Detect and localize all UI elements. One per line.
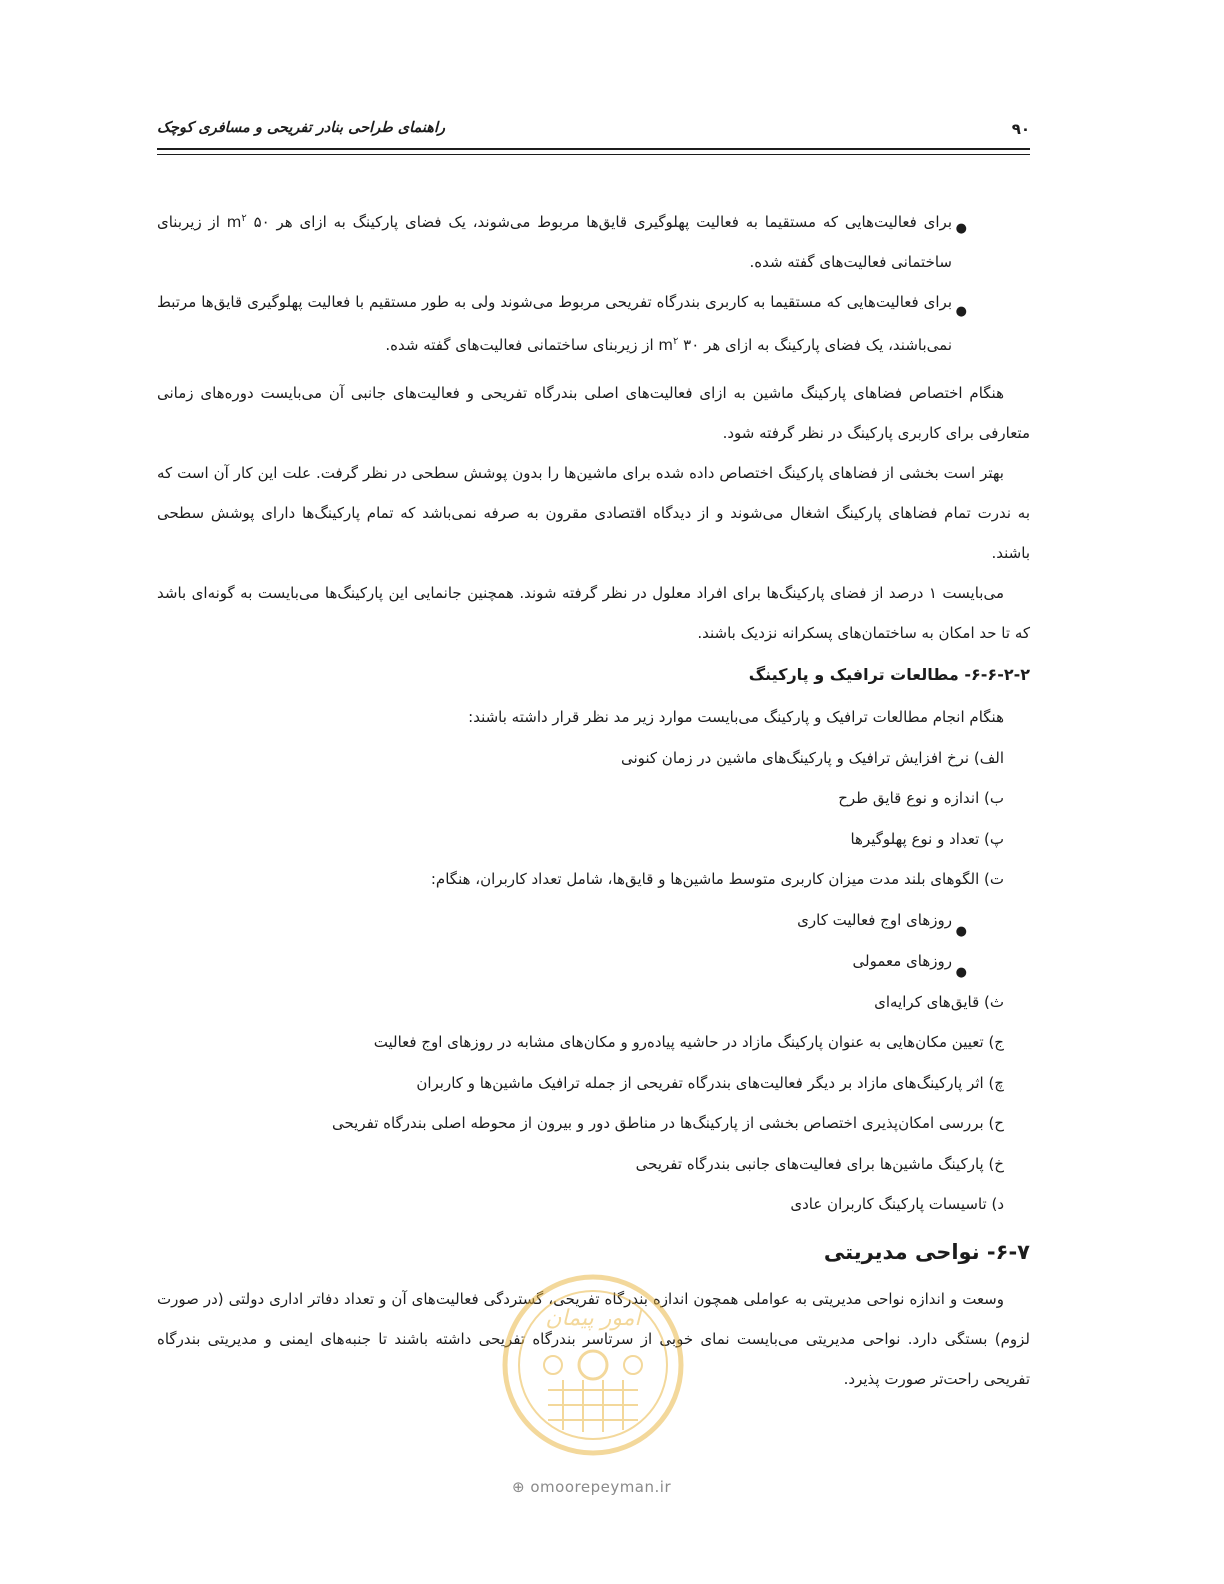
- list-item: ب) اندازه و نوع قایق طرح: [838, 789, 1004, 807]
- sub-bullet-item: [157, 941, 1030, 982]
- paragraph: بهتر است بخشی از فضاهای پارکینگ اختصاص داده شده برای ماشین‌ها را بدون پوشش سطحی در نظر گرفت. علت این کار آن است که به ندرت تمام فضاهای پارکینگ اشغال می‌شوند و از دیدگاه اقتصادی مقرون به صرفه نمی‌باشد که تمام پارکینگ‌ها دارای پوشش سطحی باشند.: [157, 464, 1030, 562]
- list-item: الف) نرخ افزایش ترافیک و پارکینگ‌های ماشین در زمان کنونی: [620, 748, 1004, 767]
- list-item: ح) بررسی امکان‌پذیری اختصاص بخشی از پارکینگ‌ها در مناطق دور و بیرون از محوطه اصلی بندرگاه تفریحی: [332, 1114, 1004, 1132]
- section-heading: ۶-۷- نواحی مدیریتی: [823, 1239, 1030, 1264]
- bullet-text: برای فعالیت‌هایی که مستقیما به کاربری بندرگاه تفریحی مربوط می‌شوند ولی به طور مستقیم با فعالیت پهلوگیری قایق‌ها مرتبط نمی‌باشند، یک فضای پارکینگ به ازای هر ۳۰ m: [157, 293, 952, 354]
- document-page: [157, 0, 1030, 1584]
- list-item: خ) پارکینگ ماشین‌ها برای فعالیت‌های جانبی بندرگاه تفریحی: [635, 1154, 1004, 1173]
- list-intro: هنگام انجام مطالعات ترافیک و پارکینگ می‌بایست موارد زیر مد نظر قرار داشته باشند:: [468, 708, 1004, 726]
- bullet-text: از: [208, 213, 227, 231]
- paragraph: هنگام اختصاص فضاهای پارکینگ ماشین به ازای فعالیت‌های اصلی بندرگاه تفریحی و فعالیت‌های جانبی آن می‌بایست دوره‌های زمانی متعارفی برای کاربری پارکینگ در نظر گرفته شود.: [157, 384, 1030, 442]
- bullet-item: [157, 282, 1030, 365]
- paragraph: وسعت و اندازه نواحی مدیریتی به عواملی همچون اندازه بندرگاه تفریحی، گستردگی فعالیت‌های آن و تعداد دفاتر اداری دولتی (در صورت لزوم) بستگی دارد. نواحی مدیریتی می‌بایست نمای خوبی از سرتاسر بندرگاه تفریحی داشته باشند تا جنبه‌های ایمنی و مدیریتی بندرگاه تفریحی راحت‌تر صورت پذیرد.: [157, 1289, 1030, 1388]
- site-text: omoorepeyman.ir: [530, 1478, 672, 1496]
- sub-bullet-text: روزهای اوج فعالیت کاری: [797, 910, 952, 929]
- list-item: چ) اثر پارکینگ‌های مازاد بر دیگر فعالیت‌های بندرگاه تفریحی از جمله ترافیک ماشین‌ها و کاربران: [416, 1073, 1004, 1092]
- header-rule-thin: [157, 154, 1030, 155]
- superscript: ۲: [673, 336, 679, 347]
- paragraph: می‌بایست ۱ درصد از فضای پارکینگ‌ها برای افراد معلول در نظر گرفته شوند. همچنین جانمایی این پارکینگ‌ها می‌بایست به گونه‌ای باشد که تا حد امکان به ساختمان‌های پسکرانه نزدیک باشند.: [157, 584, 1030, 642]
- section-heading: ۶-۶-۲-۲- مطالعات ترافیک و پارکینگ: [748, 665, 1030, 684]
- superscript: ۲: [241, 213, 247, 224]
- globe-icon: ⊕: [512, 1478, 526, 1496]
- list-item: ث) قایق‌های کرایه‌ای: [874, 992, 1004, 1011]
- list-item: ت) الگوهای بلند مدت میزان کاربری متوسط ماشین‌ها و قایق‌ها، شامل تعداد کاربران، هنگام:: [430, 870, 1004, 888]
- traffic-list-cont: [157, 982, 1030, 1225]
- watermark-text: امور پیمان: [545, 1306, 641, 1331]
- header-title: راهنمای طراحی بنادر تفریحی و مسافری کوچک: [157, 120, 445, 136]
- running-header: [157, 120, 1030, 146]
- header-rule-thick: [157, 148, 1030, 150]
- bullet-icon: ●: [955, 923, 967, 939]
- sub-bullet-item: [157, 900, 1030, 941]
- bullet-icon: ●: [955, 221, 967, 236]
- bullet-text: از زیربنای ساختمانی فعالیت‌های گفته شده.: [385, 336, 659, 354]
- page-body: [157, 199, 1030, 1399]
- bullet-icon: ●: [955, 964, 967, 980]
- list-item: ج) تعیین مکان‌هایی به عنوان پارکینگ مازاد در حاشیه پیاده‌رو و مکان‌های مشابه در روزهای اوج فعالیت: [373, 1033, 1004, 1051]
- bullet-item: [157, 199, 1030, 282]
- bullet-text: برای فعالیت‌هایی که مستقیما به فعالیت پهلوگیری قایق‌ها مربوط می‌شوند، یک فضای پارکینگ به ازای هر ۵۰ m: [226, 213, 952, 231]
- watermark-site: [512, 1478, 671, 1496]
- sub-bullet-text: روزهای معمولی: [852, 951, 952, 970]
- bullet-text: زیربنای ساختمانی فعالیت‌های گفته شده.: [157, 213, 952, 271]
- list-item: پ) تعداد و نوع پهلوگیرها: [850, 829, 1004, 848]
- list-item: د) تاسیسات پارکینگ کاربران عادی: [790, 1195, 1004, 1213]
- page-number: ۹۰: [1011, 120, 1030, 138]
- bullet-icon: ●: [955, 304, 967, 319]
- traffic-list: [157, 697, 1030, 900]
